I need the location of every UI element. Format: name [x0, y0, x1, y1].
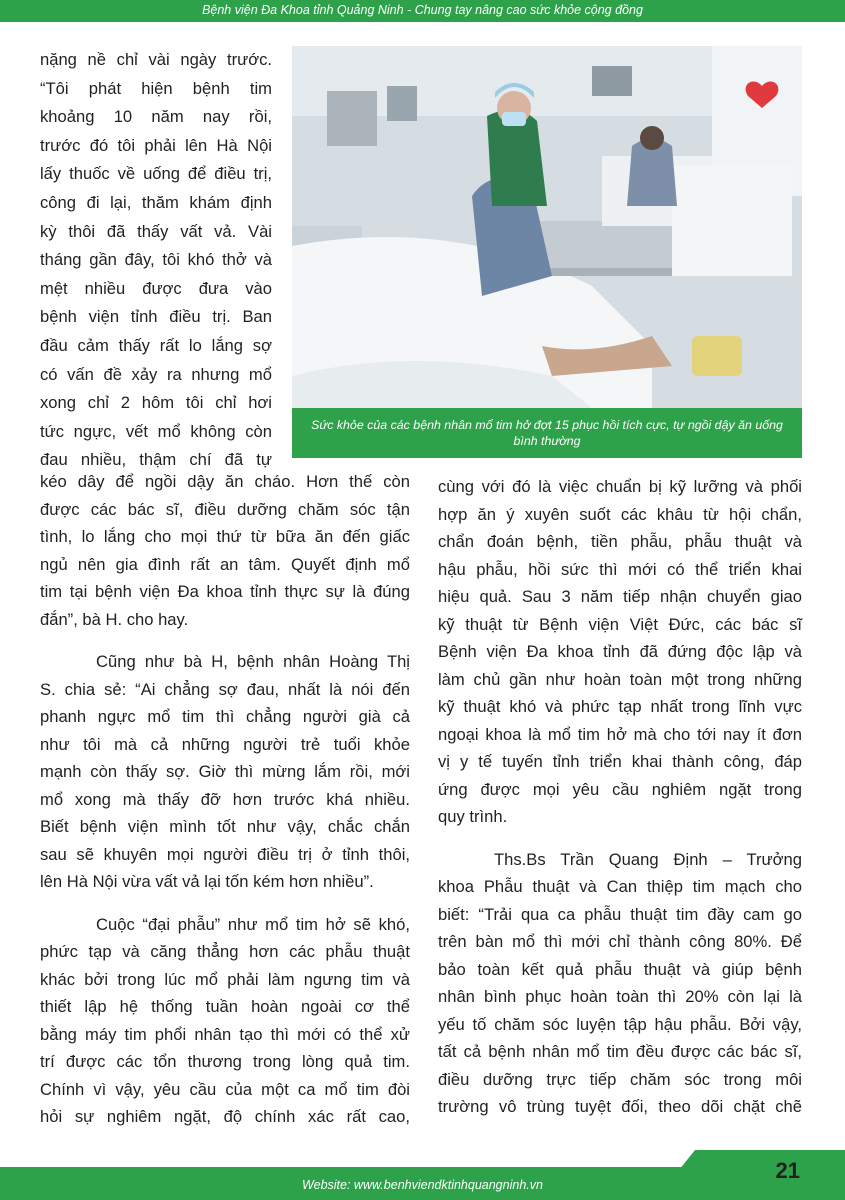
column-c — [438, 473, 802, 1121]
text-line: trên bàn mổ thì mới chỉ thành công 80%. Để — [438, 932, 802, 951]
text-line: ngoại khoa là mổ tim hở mà cho tới nay ít đơn — [438, 724, 802, 744]
photo-caption-box — [292, 408, 802, 458]
text-line: như tôi mà cả những người trẻ tuổi khỏe — [40, 734, 410, 754]
text-line: bệnh viện tỉnh điều trị. Ban — [40, 307, 272, 327]
text-line: chẩn đoán bệnh, tiền phẫu, phẫu thuật và — [438, 532, 802, 551]
text-line: vị y tế tuyến tỉnh triển khai thành công, đáp — [438, 752, 802, 771]
text-line: Ths.Bs Trần Quang Định – Trưởng — [494, 849, 802, 869]
page-number: 21 — [775, 1158, 800, 1183]
text-line: Cũng như bà H, bệnh nhân Hoàng Thị — [96, 652, 410, 671]
text-line: điều dưỡng trực tiếp chăm sóc trong môi — [438, 1069, 802, 1089]
text-line: đầu cảm thấy rất lo lắng sợ — [40, 335, 272, 355]
text-line: trí được các tổn thương trong lòng quả tim. — [40, 1052, 410, 1071]
footer-website: Website: www.benhviendktinhquangninh.vn — [302, 1178, 543, 1192]
paragraph-gap — [438, 831, 802, 846]
text-line: yếu tố chăm sóc luyện tập hậu phẫu. Bởi vậy, — [438, 1014, 802, 1034]
text-line: khoảng 10 năm nay rồi, — [40, 107, 272, 127]
text-line: Cuộc “đại phẫu” như mổ tim hở sẽ khó, — [96, 914, 410, 934]
header-bar — [0, 0, 845, 22]
text-line: hậu phẫu, hồi sức thì mới có thể triển khai — [438, 559, 802, 579]
text-line: kéo dây để ngồi dậy ăn cháo. Hơn thế còn — [40, 472, 410, 491]
paragraph-gap — [40, 896, 410, 911]
text-line: hỏi sự nghiêm ngặt, độ chính xác rất cao, — [40, 1107, 410, 1126]
text-line: kỹ thuật từ Bệnh viện Việt Đức, các bác sĩ — [438, 614, 802, 634]
text-line: đau nhiều, thậm chí đã tự — [40, 450, 272, 470]
text-line: hợp ăn ý xuyên suốt các khâu từ hội chẩn, — [438, 504, 802, 524]
text-line: kỹ thuật khó và phức tạp nhất trong lĩnh vực — [438, 697, 802, 716]
text-line: nhân bình phục hoàn toàn thì 20% còn lại là — [438, 987, 802, 1006]
text-line: khác bởi trong lúc mổ phải làm ngưng tim và — [40, 969, 410, 989]
text-line: hiệu quả. Sau 3 năm tiếp nhận chuyển giao — [438, 587, 802, 606]
text-line: công đi lại, thăm khám định — [40, 192, 272, 212]
text-line: quy trình. — [438, 807, 508, 826]
text-line: phức tạp và căng thẳng hơn các phẫu thuật — [40, 942, 410, 961]
ward-photo — [292, 46, 802, 408]
text-line: “Tôi phát hiện bệnh tim — [40, 78, 272, 98]
text-line: khoa Phẫu thuật và Can thiệp tim mạch cho — [438, 877, 802, 896]
text-line: có vấn đề xảy ra nhưng mổ — [40, 364, 272, 384]
column-a — [40, 46, 272, 475]
header-text: Bệnh viện Đa Khoa tỉnh Quảng Ninh - Chung tay nâng cao sức khỏe cộng đồng — [202, 3, 643, 17]
text-line: cùng với đó là việc chuẩn bị kỹ lưỡng và phối — [438, 477, 802, 496]
text-line: sau sẽ khuyên mọi người điều trị ở tỉnh thôi, — [40, 844, 410, 864]
text-line: phanh ngực mổ tim thì chẳng người già cả — [40, 707, 410, 726]
paragraph-gap — [40, 633, 410, 648]
text-line: tình, lo lắng cho mọi thứ từ bữa ăn đến giấc — [40, 527, 410, 546]
photo-caption: Sức khỏe của các bệnh nhân mổ tim hở đợt 15 phục hồi tích cực, tự ngồi dậy ăn uống bình thường — [311, 418, 783, 448]
text-line: xong chỉ 2 hôm tôi chỉ hơi — [40, 393, 272, 413]
text-line: ứng được mọi yêu cầu nghiêm ngặt trong — [438, 779, 802, 799]
column-b — [40, 468, 410, 1131]
text-line: lên Hà Nội vừa vất vả lại tốn kém hơn nhiều”. — [40, 872, 374, 891]
text-line: trường vô trùng tuyệt đối, theo dõi chặt chẽ — [438, 1097, 802, 1116]
text-line: tất cả bệnh nhân mổ tim đều được các bác sĩ, — [438, 1042, 802, 1061]
text-line: tức ngực, vết mổ không còn — [40, 421, 272, 441]
text-line: thiết lập hệ thống tuần hoàn ngoài cơ thể — [40, 997, 410, 1016]
text-line: tim tại bệnh viện Đa khoa tỉnh thực sự là đúng — [40, 582, 410, 601]
text-line: kỳ thôi đã thấy vất vả. Vài — [40, 221, 272, 241]
text-line: biết: “Trải qua ca phẫu thuật tim đầy cam go — [438, 904, 802, 924]
text-line: Biết bệnh viện mình tốt như vậy, chắc chắn — [40, 817, 410, 836]
text-line: bằng máy tim phổi nhân tạo thì mới có thể xử — [40, 1024, 410, 1044]
ward-photo-illustration — [292, 46, 802, 408]
text-line: Bệnh viện Đa khoa tỉnh đã đứng độc lập và — [438, 642, 802, 661]
text-line: đắn”, bà H. cho hay. — [40, 609, 189, 629]
text-line: nặng nề chỉ vài ngày trước. — [40, 50, 272, 69]
text-line: mổ xong mà thấy đỡ hơn trước khá nhiều. — [40, 789, 410, 809]
text-line: mạnh còn thấy sợ. Giờ thì mừng lắm rồi, mới — [40, 762, 410, 781]
text-line: được các bác sĩ, điều dưỡng chăm sóc tận — [40, 499, 410, 519]
text-line: Chính vì vậy, yêu cầu của một ca mổ tim đòi — [40, 1079, 410, 1099]
text-line: làm chủ gần như hoàn toàn một trong những — [438, 669, 802, 689]
text-line: tháng gần đây, tôi khó thở và — [40, 250, 272, 270]
text-line: ngủ nên gia đình rất an tâm. Quyết định mổ — [40, 554, 410, 574]
text-line: lấy thuốc về uống để điều trị, — [40, 164, 272, 184]
text-line: S. chia sẻ: “Ai chẳng sợ đau, nhất là nói đến — [40, 679, 410, 699]
text-line: trước đó tôi phải lên Hà Nội — [40, 135, 272, 155]
text-line: mệt nhiều được đưa vào — [40, 278, 272, 298]
text-line: bảo toàn kết quả phẫu thuật và giúp bệnh — [438, 959, 802, 979]
